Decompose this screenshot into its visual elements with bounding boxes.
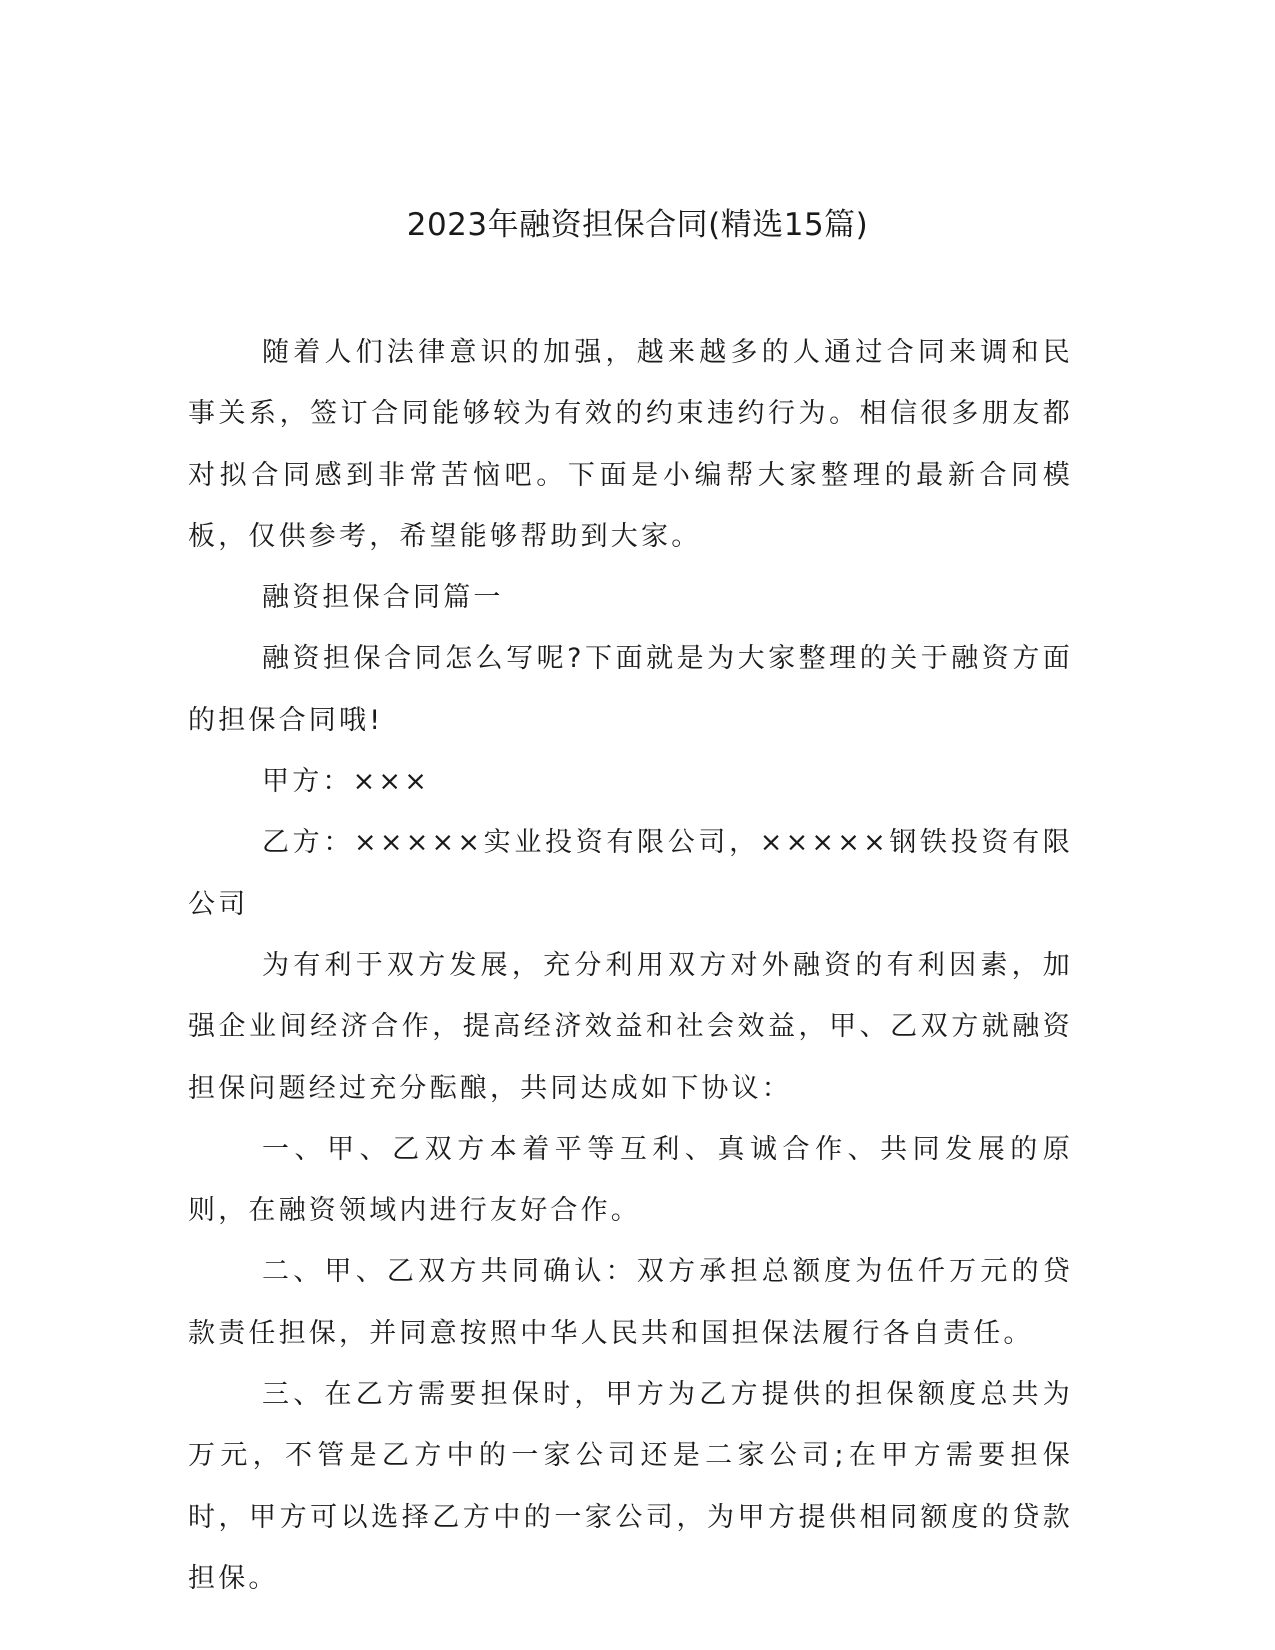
paragraph-clause-2: 二、甲、乙双方共同确认：双方承担总额度为伍仟万元的贷款责任担保，并同意按照中华人民共和国担保法履行各自责任。 xyxy=(188,1256,1073,1349)
paragraph-intro: 随着人们法律意识的加强，越来越多的人通过合同来调和民事关系，签订合同能够较为有效的约束违约行为。相信很多朋友都对拟合同感到非常苦恼吧。下面是小编帮大家整理的最新合同模板，仅供参考，希望能够帮助到大家。 xyxy=(188,337,1073,552)
paragraph-party-a: 甲方：××× xyxy=(262,766,431,798)
document-title: 2023年融资担保合同(精选15篇) xyxy=(406,207,869,243)
paragraph-preamble: 为有利于双方发展，充分利用双方对外融资的有利因素，加强企业间经济合作，提高经济效益和社会效益，甲、乙双方就融资担保问题经过充分酝酿，共同达成如下协议： xyxy=(188,949,1073,1104)
paragraph-section-heading: 融资担保合同篇一 xyxy=(262,582,504,614)
paragraph-how-to-write: 融资担保合同怎么写呢?下面就是为大家整理的关于融资方面的担保合同哦! xyxy=(188,643,1073,736)
paragraph-clause-1: 一、甲、乙双方本着平等互利、真诚合作、共同发展的原则，在融资领域内进行友好合作。 xyxy=(188,1133,1073,1227)
document-body xyxy=(188,322,1073,1609)
paragraph-party-b: 乙方：×××××实业投资有限公司，×××××钢铁投资有限公司 xyxy=(188,827,1073,920)
paragraph-clause-3: 三、在乙方需要担保时，甲方为乙方提供的担保额度总共为万元，不管是乙方中的一家公司还是二家公司;在甲方需要担保时，甲方可以选择乙方中的一家公司，为甲方提供相同额度的贷款担保。 xyxy=(188,1379,1073,1594)
